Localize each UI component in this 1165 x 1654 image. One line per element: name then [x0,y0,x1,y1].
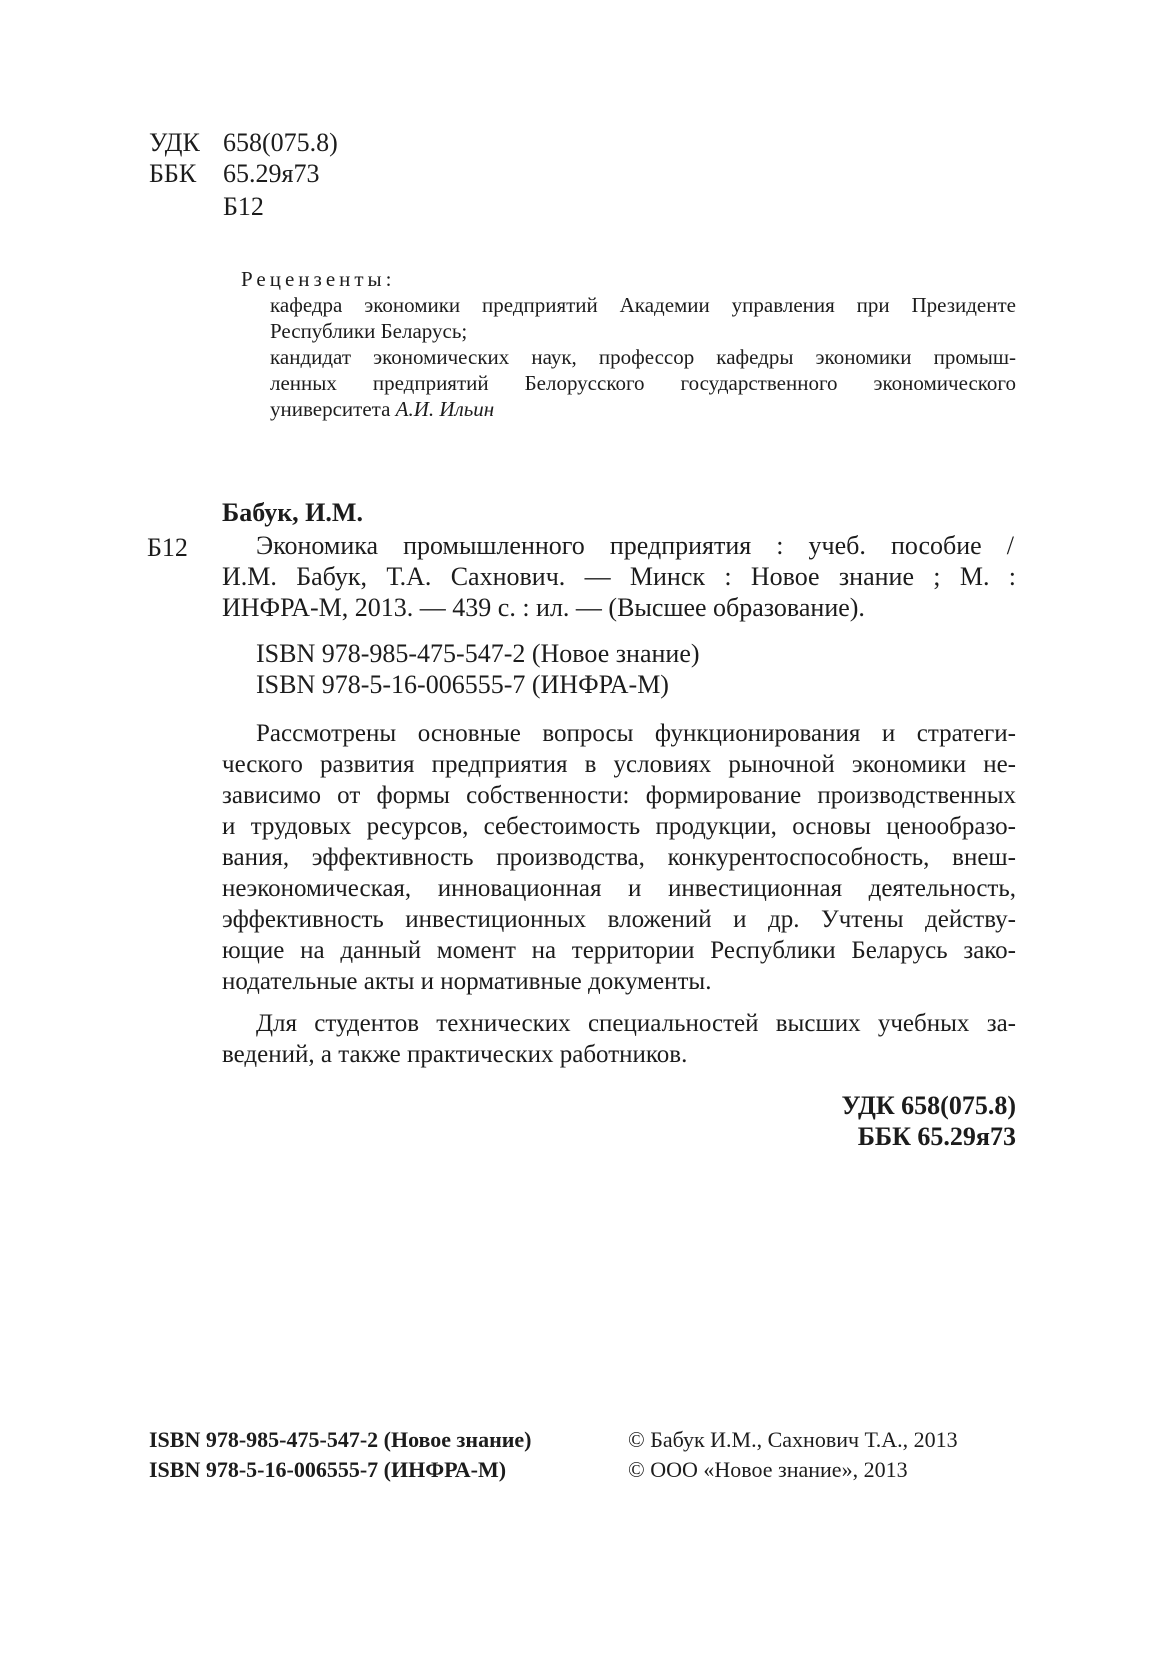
reviewer-line-3: кандидат экономических наук, профессор кафедры экономики промыш- [270,345,1016,369]
udk-code: УДК 658(075.8) [841,1091,1016,1120]
reviewer-name: А.И. Ильин [395,397,495,421]
book-line-3: ИНФРА-М, 2013. — 439 с. : ил. — (Высшее образование). [222,593,865,622]
classification-block [149,128,449,228]
annotation-line-7: эффективность инвестиционных вложений и др. Учтены действу- [222,906,1016,933]
reviewer-line-1: кафедра экономики предприятий Академии управления при Президенте [270,293,1016,317]
book-mark: Б12 [147,533,188,562]
udk-label: УДК [149,128,200,157]
footer-isbn-1: ISBN 978-985-475-547-2 (Новое знание) [149,1427,532,1452]
annotation-line-1: Рассмотрены основные вопросы функционирования и стратеги- [256,720,1016,747]
reviewer-line-4: ленных предприятий Белорусского государственного экономического [270,371,1016,395]
annotation-line-11: ведений, а также практических работников. [222,1041,688,1068]
annotation-line-10: Для студентов технических специальностей высших учебных за- [256,1010,1016,1037]
footer-isbn-2: ISBN 978-5-16-006555-7 (ИНФРА-М) [149,1457,507,1482]
annotation-line-2: ческого развития предприятия в условиях рыночной экономики не- [222,751,1016,778]
copyright-1: © Бабук И.М., Сахнович Т.А., 2013 [628,1427,958,1452]
reviewer-line-5 [270,396,1016,423]
book-line-2: И.М. Бабук, Т.А. Сахнович. — Минск : Новое знание ; М. : [222,562,1016,591]
isbn-line-2: ISBN 978-5-16-006555-7 (ИНФРА-М) [256,670,669,699]
book-author: Бабук, И.М. [222,498,363,527]
reviewer-affiliation: университета [270,397,396,421]
annotation-line-5: вания, эффективность производства, конкурентоспособность, внеш- [222,844,1016,871]
annotation-line-9: нодательные акты и нормативные документы. [222,968,712,995]
copyright-2: © ООО «Новое знание», 2013 [628,1457,908,1482]
udk-value: 658(075.8) [223,128,338,157]
bbk-value: 65.29я73 [223,159,320,188]
reviewers-title: Рецензенты: [241,267,396,291]
annotation-line-4: и трудовых ресурсов, себестоимость продукции, основы ценообразо- [222,813,1016,840]
isbn-line-1: ISBN 978-985-475-547-2 (Новое знание) [256,639,700,668]
annotation-line-6: неэкономическая, инновационная и инвестиционная деятельность, [222,875,1016,902]
reviewer-line-2: Республики Беларусь; [270,319,468,343]
bbk-label: ББК [149,159,197,188]
book-line-1: Экономика промышленного предприятия : учеб. пособие / [256,531,1014,560]
author-mark: Б12 [223,192,264,221]
annotation-line-3: зависимо от формы собственности: формирование производственных [222,782,1016,809]
annotation-line-8: ющие на данный момент на территории Республики Беларусь зако- [222,937,1016,964]
bbk-code: ББК 65.29я73 [857,1122,1016,1151]
